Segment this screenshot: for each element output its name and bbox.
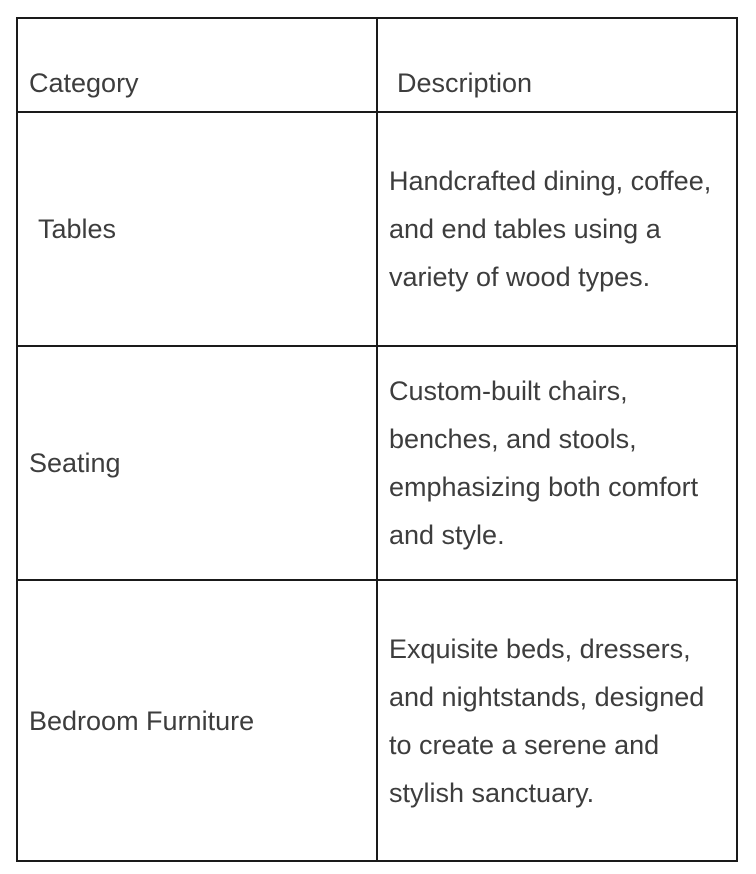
description-text: Exquisite beds, dressers, and nightstands, designed to create a serene and stylish sanctuary.: [389, 633, 705, 808]
table-header-row: [17, 18, 737, 112]
table-row: [17, 346, 737, 580]
category-cell: Bedroom Furniture: [17, 580, 377, 861]
header-description: Description: [377, 18, 737, 112]
header-category: Category: [17, 18, 377, 112]
category-cell: Tables: [17, 112, 377, 346]
category-cell: Seating: [17, 346, 377, 580]
description-cell: [377, 346, 737, 580]
description-text: Custom-built chairs, benches, and stools, emphasizing both comfort and style.: [389, 376, 699, 550]
description-cell: [377, 580, 737, 861]
description-text: Handcrafted dining, coffee, and end tables using a variety of wood types.: [389, 166, 712, 292]
furniture-category-table: [16, 17, 738, 862]
description-cell: [377, 112, 737, 346]
table-row: [17, 112, 737, 346]
table-row: [17, 580, 737, 861]
